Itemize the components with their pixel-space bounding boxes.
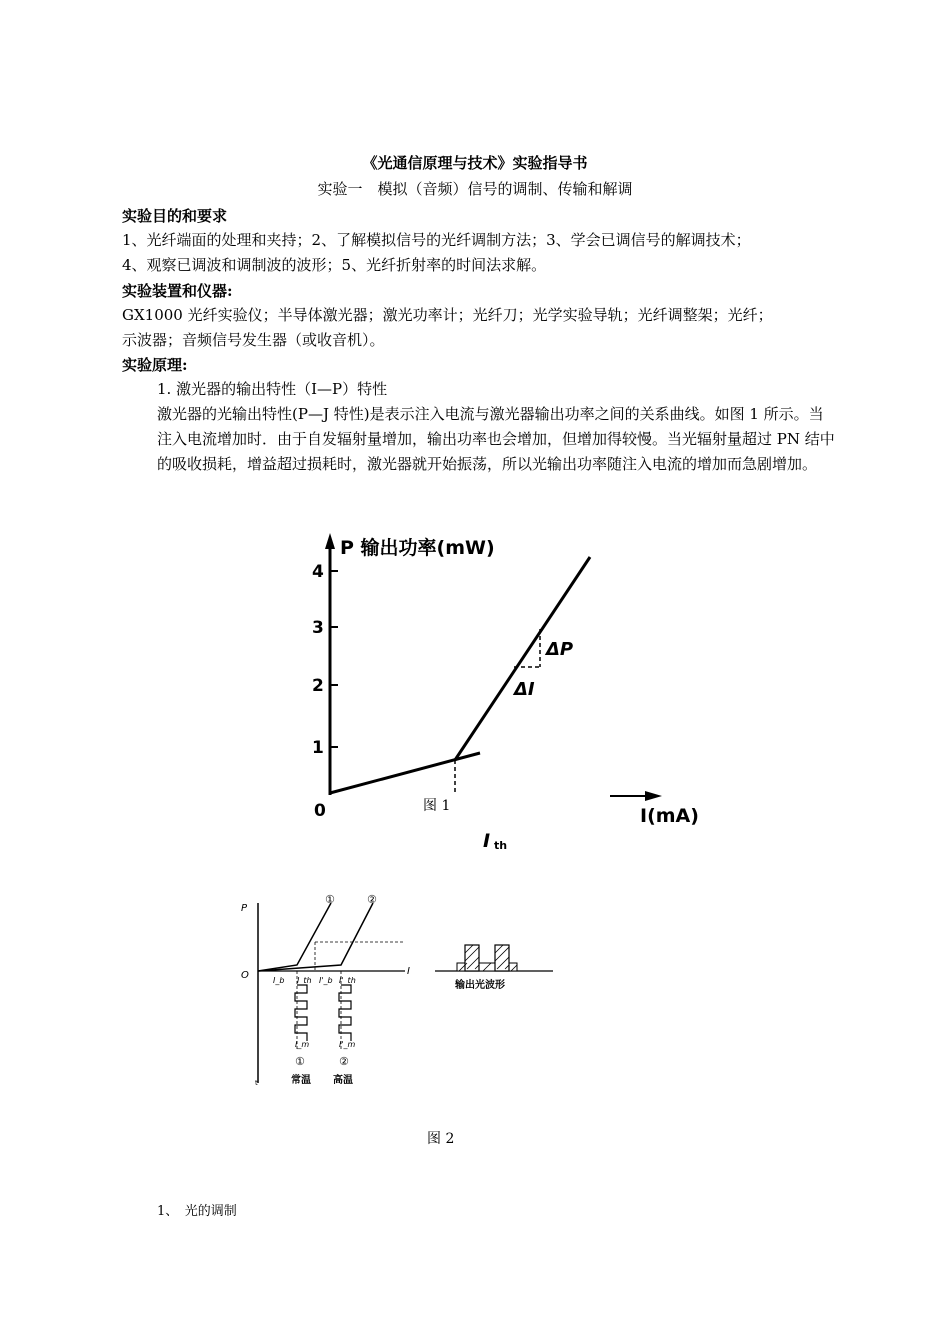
fig2-im1-label: I_m: [295, 1040, 310, 1049]
fig2-p-axis-label: P: [241, 903, 248, 914]
fig1-x-label: I(mA): [640, 805, 699, 827]
fig2-room-temp-label: 常温: [291, 1075, 311, 1086]
fig2-marker-1: ①: [295, 1055, 305, 1068]
fig1-tick-label-0: 0: [314, 801, 326, 821]
fig2-ib2-label: I'_b: [319, 976, 333, 985]
fig2-t-axis-label: t: [255, 1079, 258, 1087]
equipment-line-2: 示波器；音频信号发生器（或收音机）。: [122, 331, 385, 349]
figure-2-temperature-effect: [235, 885, 565, 1095]
figure-1-ip-curve: [300, 525, 730, 855]
fig2-im2-label: I'_m: [339, 1040, 356, 1049]
fig2-ith1-label: I_th: [297, 976, 312, 985]
footer-item: 1、 光的调制: [157, 1204, 237, 1219]
principle-item-body: 激光器的光输出特性(P—J 特性)是表示注入电流与激光器输出功率之间的关系曲线。如图 1 所示。当注入电流增加时．由于自发辐射量增加，输出功率也会增加，但增加得较慢。当光辐射量超过 PN 结中的吸收损耗，增益超过损耗时，激光器就开始振荡，所以光输出功率随注入电流的增加而急剧增加。: [157, 405, 835, 473]
fig2-origin-label: O: [241, 970, 249, 981]
fig2-curve-room: [258, 903, 331, 971]
principle-item-title: 1. 激光器的输出特性（I—P）特性: [157, 380, 388, 398]
fig2-curve-high: [258, 903, 373, 971]
fig1-delta-i-label: ΔI: [514, 679, 535, 700]
section-heading-objectives: 实验目的和要求: [122, 207, 228, 225]
fig1-delta-p-label: ΔP: [546, 639, 574, 660]
fig2-i-axis-label: I: [407, 966, 410, 977]
doc-subtitle: 实验一 模拟（音频）信号的调制、传输和解调: [317, 180, 633, 198]
fig1-x-arrow: [645, 791, 662, 801]
fig1-threshold-label: I: [483, 830, 491, 852]
fig1-tick-label-4: 4: [312, 562, 324, 582]
objectives-line-2: 4、观察已调波和调制波的波形；5、光纤折射率的时间法求解。: [122, 256, 547, 274]
section-heading-principle: 实验原理:: [122, 356, 188, 374]
fig1-y-arrow: [325, 533, 335, 549]
fig1-spontaneous-line: [330, 753, 480, 793]
fig1-threshold-sub: th: [494, 839, 508, 852]
fig2-output-label: 输出光波形: [455, 980, 505, 991]
equipment-line-1: GX1000 光纤实验仪；半导体激光器；激光功率计；光纤刀；光学实验导轨；光纤调整架；光纤；: [122, 306, 773, 324]
fig2-curve-2-label: ②: [367, 893, 377, 906]
fig1-tick-label-3: 3: [312, 618, 324, 638]
figure-1-caption: 图 1: [423, 798, 451, 814]
figure-2-caption: 图 2: [427, 1131, 455, 1147]
fig1-y-label: P 输出功率(mW): [340, 537, 495, 559]
fig1-tick-label-1: 1: [312, 738, 324, 758]
fig2-curve-1-label: ①: [325, 893, 335, 906]
section-heading-equipment: 实验装置和仪器:: [122, 282, 233, 300]
objectives-line-1: 1、光纤端面的处理和夹持；2、了解模拟信号的光纤调制方法；3、学会已调信号的解调技术；: [122, 231, 751, 249]
fig2-ith2-label: I'_th: [339, 976, 356, 985]
fig2-ib1-label: I_b: [273, 976, 285, 985]
fig2-high-temp-label: 高温: [333, 1075, 353, 1086]
fig1-tick-label-2: 2: [312, 676, 324, 696]
fig2-marker-2: ②: [339, 1055, 349, 1068]
doc-title: 《光通信原理与技术》实验指导书: [362, 154, 588, 172]
